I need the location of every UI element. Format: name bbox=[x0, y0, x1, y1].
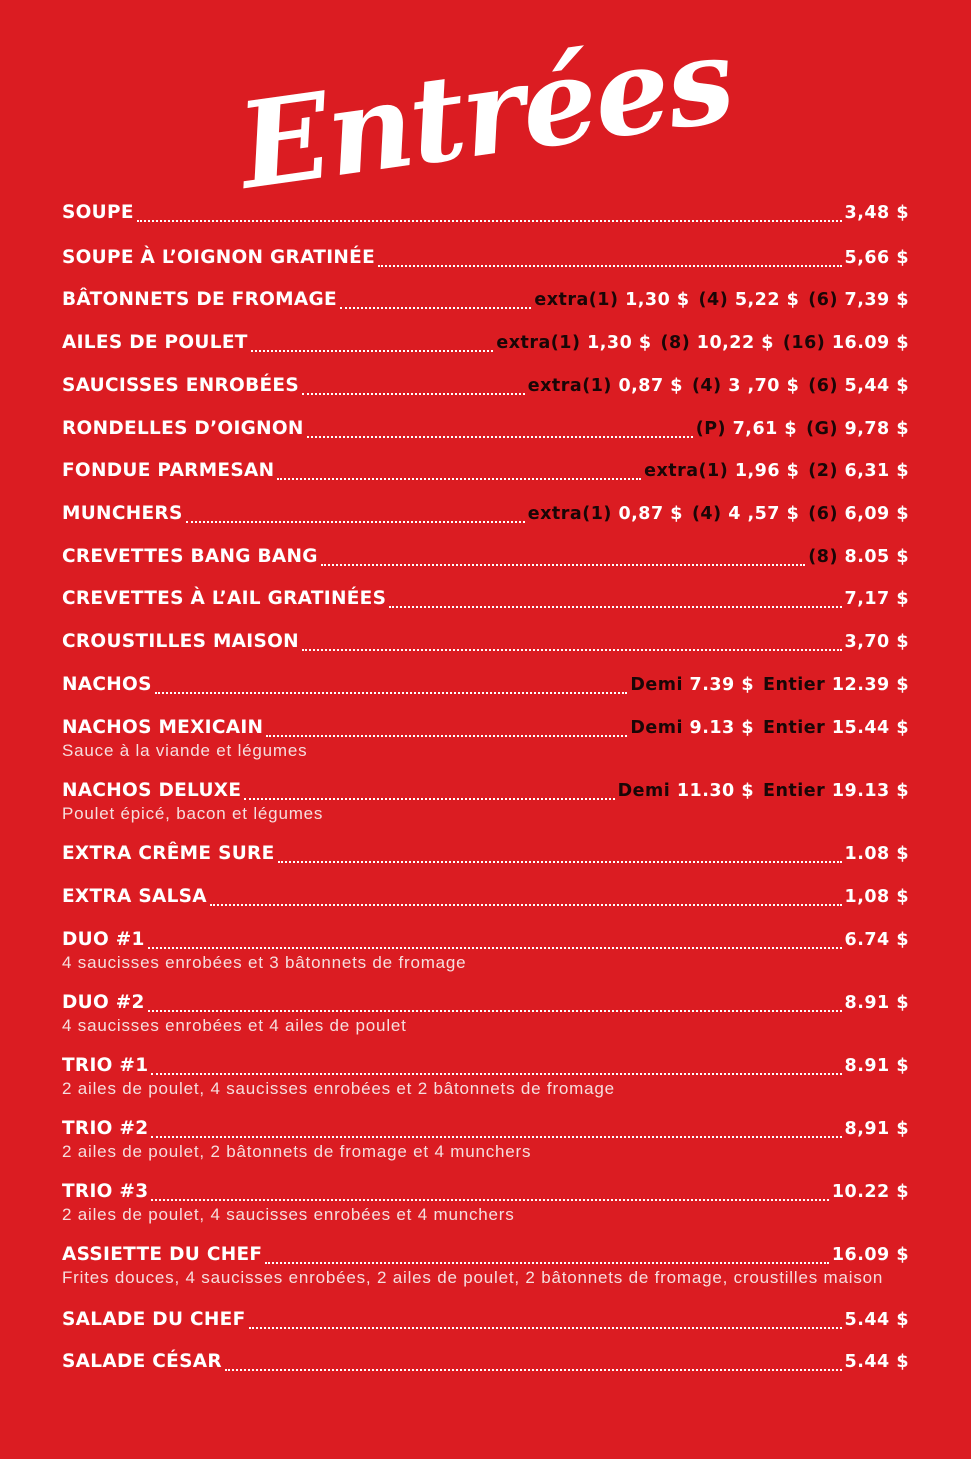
price-value: 0,87 $ bbox=[618, 504, 683, 524]
menu-item-description: 2 ailes de poulet, 2 bâtonnets de fromage et 4 munchers bbox=[62, 1142, 532, 1161]
menu-item bbox=[62, 457, 909, 485]
price-value: 12.39 $ bbox=[831, 675, 909, 695]
menu-item bbox=[62, 671, 909, 699]
price-size-label: (16) bbox=[782, 333, 826, 353]
price-size-label: (6) bbox=[808, 290, 838, 310]
menu-item-name: TRIO #1 bbox=[62, 1055, 149, 1076]
menu-item-name: ASSIETTE DU CHEF bbox=[62, 1244, 263, 1265]
dot-leader bbox=[151, 1128, 841, 1138]
dot-leader bbox=[210, 896, 842, 906]
price-value: 1,30 $ bbox=[625, 290, 690, 310]
menu-item-price bbox=[845, 1052, 909, 1080]
price-value: 7,17 $ bbox=[844, 589, 909, 609]
menu-item-description: 4 saucisses enrobées et 4 ailes de poulet bbox=[62, 1016, 407, 1035]
menu-item bbox=[62, 585, 909, 613]
menu-item-description: 4 saucisses enrobées et 3 bâtonnets de fromage bbox=[62, 953, 467, 972]
menu-item bbox=[62, 883, 909, 911]
menu-item-price bbox=[630, 671, 909, 699]
menu-item bbox=[62, 415, 909, 443]
menu-item-price bbox=[528, 500, 909, 528]
price-value: 8.05 $ bbox=[844, 547, 909, 567]
price-value: 6,31 $ bbox=[844, 461, 909, 481]
menu-item-row bbox=[62, 543, 909, 571]
price-size-label: extra(1) bbox=[527, 504, 612, 524]
menu-item-name: SAUCISSES ENROBÉES bbox=[62, 375, 299, 396]
menu-item bbox=[62, 926, 909, 972]
menu-item bbox=[62, 1241, 909, 1287]
menu-item-name: NACHOS MEXICAIN bbox=[62, 717, 264, 738]
menu-item bbox=[62, 543, 909, 571]
menu-item-row bbox=[62, 500, 909, 528]
menu-item-row bbox=[62, 883, 909, 911]
price-size-label: Entier bbox=[763, 675, 826, 695]
menu-item-price bbox=[845, 1115, 909, 1143]
price-size-label: (8) bbox=[808, 547, 838, 567]
price-size-label: extra(1) bbox=[496, 333, 581, 353]
price-value: 5,66 $ bbox=[844, 248, 909, 268]
menu-item-row bbox=[62, 671, 909, 699]
dot-leader bbox=[265, 1254, 829, 1264]
menu-item-row bbox=[62, 1241, 909, 1269]
dot-leader bbox=[137, 212, 842, 222]
price-size-label: (4) bbox=[698, 290, 729, 310]
menu-item-name: FONDUE PARMESAN bbox=[62, 460, 275, 481]
menu-item-price bbox=[845, 840, 909, 868]
menu-item-price bbox=[696, 415, 909, 443]
menu-item-price bbox=[845, 926, 909, 954]
menu-item bbox=[62, 1306, 909, 1334]
menu-item-price bbox=[845, 199, 909, 227]
dot-leader bbox=[151, 1065, 841, 1075]
dot-leader bbox=[389, 598, 841, 608]
menu-item-name: NACHOS DELUXE bbox=[62, 780, 242, 801]
price-value: 3,48 $ bbox=[844, 203, 909, 223]
dot-leader bbox=[278, 853, 842, 863]
menu-item-price bbox=[832, 1241, 909, 1269]
menu-item-name: SOUPE bbox=[62, 202, 134, 223]
price-value: 4 ,57 $ bbox=[728, 504, 800, 524]
price-value: 15.44 $ bbox=[831, 718, 909, 738]
menu-item-row bbox=[62, 372, 909, 400]
menu-item-price bbox=[528, 372, 909, 400]
price-size-label: Demi bbox=[630, 718, 683, 738]
price-size-label: extra(1) bbox=[644, 461, 729, 481]
price-size-label: (4) bbox=[691, 376, 722, 396]
price-size-label: Demi bbox=[630, 675, 683, 695]
menu-item-name: AILES DE POULET bbox=[62, 332, 248, 353]
menu-item-price bbox=[845, 585, 909, 613]
price-size-label: (P) bbox=[695, 419, 727, 439]
menu-item-row bbox=[62, 777, 909, 805]
price-size-label: (4) bbox=[691, 504, 722, 524]
menu-item-row bbox=[62, 1115, 909, 1143]
menu-item-row bbox=[62, 714, 909, 742]
menu-item bbox=[62, 1115, 909, 1161]
menu-item bbox=[62, 989, 909, 1035]
menu-item-name: RONDELLES D’OIGNON bbox=[62, 418, 304, 439]
menu-item-price bbox=[845, 244, 909, 272]
menu-item bbox=[62, 1052, 909, 1098]
price-value: 10,22 $ bbox=[696, 333, 774, 353]
menu-item-price bbox=[534, 286, 909, 314]
dot-leader bbox=[378, 257, 842, 267]
menu-item-row bbox=[62, 244, 909, 272]
menu-item-name: CREVETTES À L’AIL GRATINÉES bbox=[62, 588, 387, 609]
price-value: 9.13 $ bbox=[689, 718, 754, 738]
menu-item-name: EXTRA CRÊME SURE bbox=[62, 843, 275, 864]
menu-item-price bbox=[618, 777, 909, 805]
menu-item-name: TRIO #2 bbox=[62, 1118, 149, 1139]
price-value: 1.08 $ bbox=[844, 844, 909, 864]
menu-item-price bbox=[630, 714, 909, 742]
menu-item-name: MUNCHERS bbox=[62, 503, 183, 524]
menu-item-row bbox=[62, 926, 909, 954]
page-title: Entrées bbox=[230, 9, 741, 216]
menu-item-description: Frites douces, 4 saucisses enrobées, 2 ailes de poulet, 2 bâtonnets de fromage, croustilles maison bbox=[62, 1268, 884, 1287]
price-value: 1,08 $ bbox=[844, 887, 909, 907]
menu-item bbox=[62, 840, 909, 868]
menu-item-name: DUO #2 bbox=[62, 992, 145, 1013]
dot-leader bbox=[148, 1002, 842, 1012]
menu-item-price bbox=[845, 883, 909, 911]
price-value: 7,39 $ bbox=[844, 290, 909, 310]
menu-item-name: BÂTONNETS DE FROMAGE bbox=[62, 289, 337, 310]
menu-item bbox=[62, 372, 909, 400]
dot-leader bbox=[277, 470, 641, 480]
menu-item bbox=[62, 628, 909, 656]
menu-item-row bbox=[62, 199, 909, 227]
price-size-label: (6) bbox=[808, 376, 838, 396]
dot-leader bbox=[225, 1361, 842, 1371]
dot-leader bbox=[155, 684, 628, 694]
dot-leader bbox=[244, 790, 614, 800]
price-value: 5,44 $ bbox=[844, 376, 909, 396]
menu-item-price bbox=[845, 628, 909, 656]
price-size-label: (6) bbox=[808, 504, 838, 524]
price-size-label: Entier bbox=[763, 781, 826, 801]
price-value: 6.74 $ bbox=[844, 930, 909, 950]
menu-item-description: Sauce à la viande et légumes bbox=[62, 741, 308, 760]
menu-item-row bbox=[62, 989, 909, 1017]
menu-item bbox=[62, 199, 909, 227]
price-size-label: extra(1) bbox=[527, 376, 612, 396]
price-value: 8,91 $ bbox=[844, 1119, 909, 1139]
dot-leader bbox=[249, 1319, 842, 1329]
dot-leader bbox=[302, 641, 842, 651]
dot-leader bbox=[151, 1191, 828, 1201]
price-value: 1,30 $ bbox=[587, 333, 652, 353]
price-value: 5,22 $ bbox=[734, 290, 800, 310]
dot-leader bbox=[266, 727, 627, 737]
price-value: 5.44 $ bbox=[844, 1352, 909, 1372]
menu-item-row bbox=[62, 1348, 909, 1376]
menu-item-description: 2 ailes de poulet, 4 saucisses enrobées et 4 munchers bbox=[62, 1205, 515, 1224]
dot-leader bbox=[302, 385, 525, 395]
price-size-label: (G) bbox=[806, 419, 838, 439]
menu-item-name: SOUPE À L’OIGNON GRATINÉE bbox=[62, 247, 376, 268]
price-size-label: extra(1) bbox=[534, 290, 619, 310]
menu-item bbox=[62, 329, 909, 357]
price-value: 6,09 $ bbox=[844, 504, 909, 524]
dot-leader bbox=[321, 556, 805, 566]
menu-item-row bbox=[62, 1306, 909, 1334]
price-value: 5.44 $ bbox=[844, 1310, 909, 1330]
price-size-label: Demi bbox=[617, 781, 671, 801]
menu-item bbox=[62, 286, 909, 314]
menu-item-price bbox=[496, 329, 909, 357]
menu-item bbox=[62, 777, 909, 823]
menu-item-row bbox=[62, 286, 909, 314]
price-size-label: (8) bbox=[660, 333, 691, 353]
menu-item-row bbox=[62, 585, 909, 613]
price-value: 0,87 $ bbox=[618, 376, 683, 396]
menu-item-price bbox=[808, 543, 909, 571]
menu-item-price bbox=[845, 989, 909, 1017]
price-value: 1,96 $ bbox=[734, 461, 800, 481]
price-value: 8.91 $ bbox=[844, 1056, 909, 1076]
menu-item-name: SALADE DU CHEF bbox=[62, 1309, 246, 1330]
price-value: 16.09 $ bbox=[831, 333, 909, 353]
menu-item-name: SALADE CÉSAR bbox=[62, 1351, 222, 1372]
menu-item-description: Poulet épicé, bacon et légumes bbox=[62, 804, 324, 823]
dot-leader bbox=[251, 342, 494, 352]
menu-item-price bbox=[832, 1178, 909, 1206]
price-value: 7.39 $ bbox=[689, 675, 754, 695]
menu-item-row bbox=[62, 329, 909, 357]
menu-item bbox=[62, 500, 909, 528]
dot-leader bbox=[307, 428, 693, 438]
dot-leader bbox=[186, 513, 525, 523]
price-value: 11.30 $ bbox=[676, 781, 754, 801]
price-size-label: Entier bbox=[763, 718, 826, 738]
price-value: 3,70 $ bbox=[844, 632, 909, 652]
price-value: 7,61 $ bbox=[732, 419, 798, 439]
menu-item-name: TRIO #3 bbox=[62, 1181, 149, 1202]
menu-item-row bbox=[62, 1178, 909, 1206]
menu-item-price bbox=[845, 1306, 909, 1334]
price-value: 8.91 $ bbox=[844, 993, 909, 1013]
menu-item-name: CREVETTES BANG BANG bbox=[62, 546, 318, 567]
menu-item-row bbox=[62, 628, 909, 656]
menu-item-row bbox=[62, 457, 909, 485]
price-value: 19.13 $ bbox=[831, 781, 909, 801]
menu-item-price bbox=[644, 457, 909, 485]
dot-leader bbox=[340, 299, 531, 309]
menu-item bbox=[62, 1178, 909, 1224]
price-value: 10.22 $ bbox=[831, 1182, 909, 1202]
menu-item bbox=[62, 1348, 909, 1376]
menu-item-row bbox=[62, 415, 909, 443]
menu-item-row bbox=[62, 1052, 909, 1080]
menu-item-description: 2 ailes de poulet, 4 saucisses enrobées et 2 bâtonnets de fromage bbox=[62, 1079, 615, 1098]
price-size-label: (2) bbox=[808, 461, 838, 481]
menu-item-name: CROUSTILLES MAISON bbox=[62, 631, 299, 652]
dot-leader bbox=[148, 939, 842, 949]
price-value: 16.09 $ bbox=[831, 1245, 909, 1265]
menu-item-name: NACHOS bbox=[62, 674, 152, 695]
price-value: 3 ,70 $ bbox=[728, 376, 800, 396]
menu-item bbox=[62, 714, 909, 760]
menu-item-price bbox=[845, 1348, 909, 1376]
menu-item-row bbox=[62, 840, 909, 868]
menu-item bbox=[62, 244, 909, 272]
menu-item-name: EXTRA SALSA bbox=[62, 886, 207, 907]
menu-item-name: DUO #1 bbox=[62, 929, 145, 950]
price-value: 9,78 $ bbox=[844, 419, 909, 439]
